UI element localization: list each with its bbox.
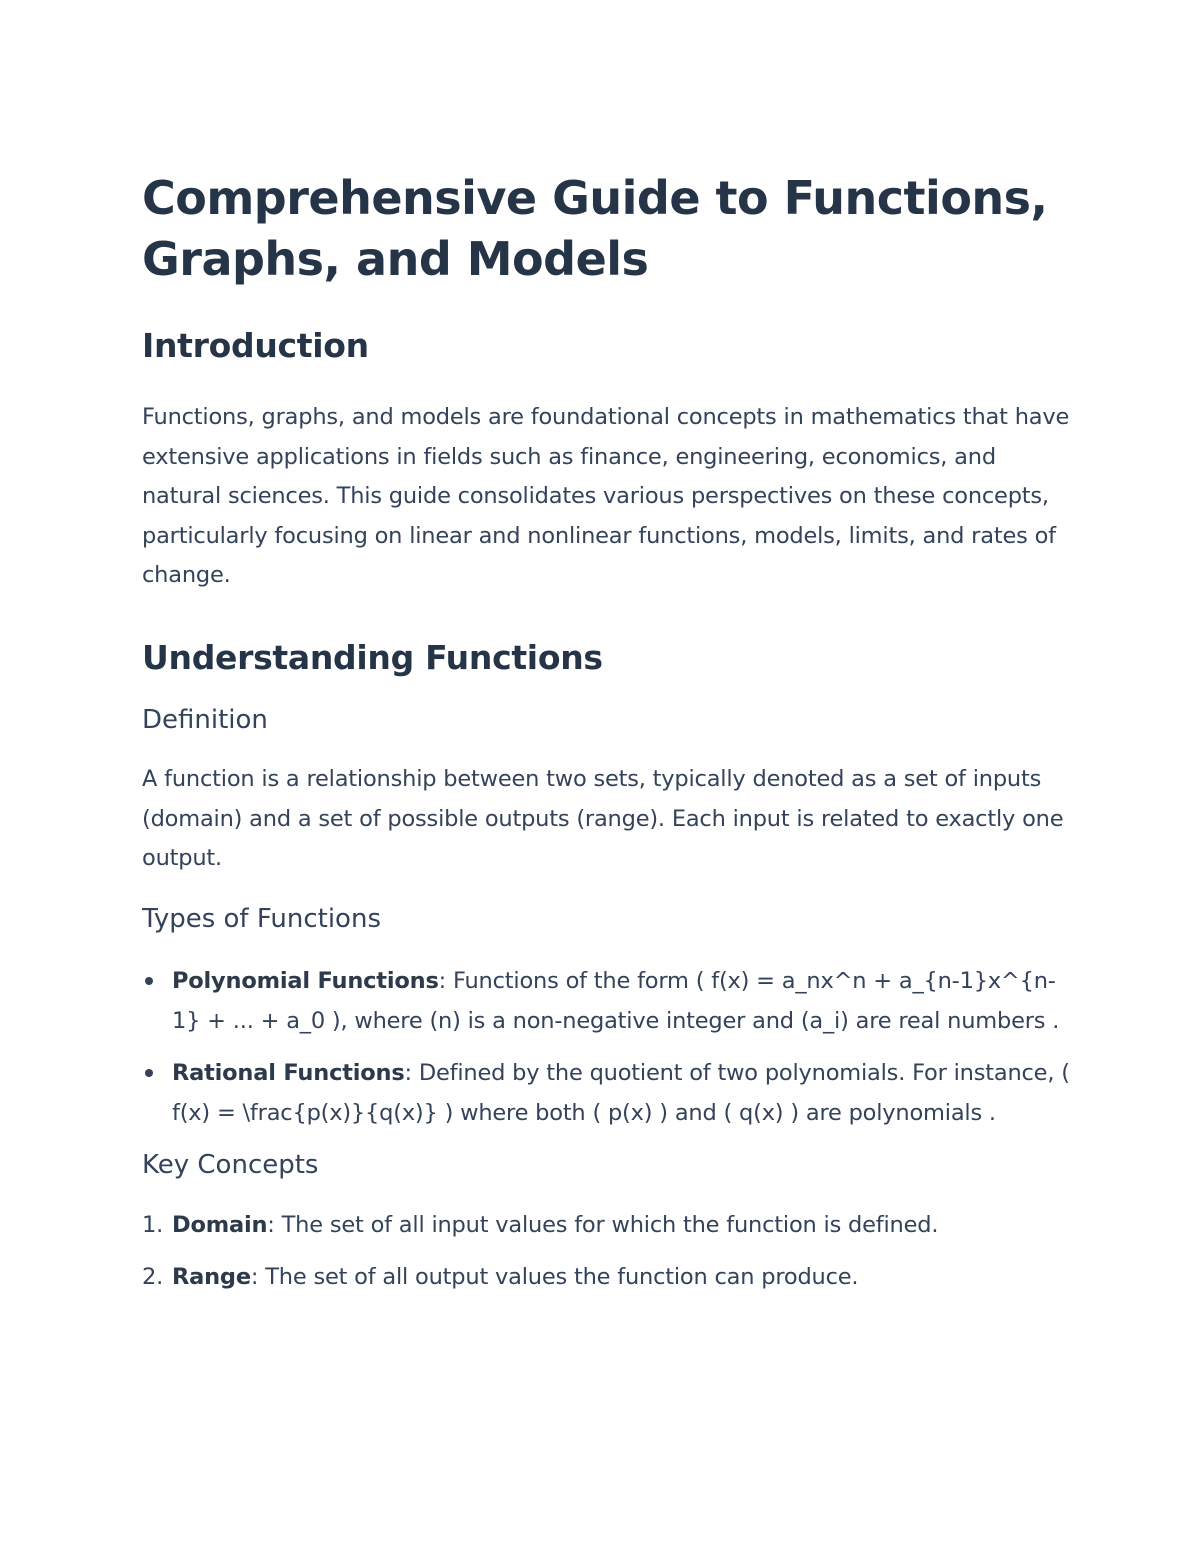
list-item-text: : Functions of the form ( f(x) = a_nx^n + a_{n-1}x^{n-1} + ... + a_0 ), where (n) is a non-negative integer and (a_i) are real numbers .	[172, 967, 1060, 1034]
bullet-icon	[145, 1069, 153, 1077]
list-item-text: : The set of all input values for which the function is defined.	[267, 1211, 939, 1238]
types-list	[142, 961, 1072, 1133]
list-item-text: : The set of all output values the function can produce.	[250, 1263, 859, 1290]
section-heading-understanding-functions: Understanding Functions	[142, 637, 603, 677]
document-title: Comprehensive Guide to Functions, Graphs, and Models	[142, 171, 1048, 286]
list-item-term: Polynomial Functions	[172, 967, 439, 994]
definition-paragraph: A function is a relationship between two sets, typically denoted as a set of inputs (domain) and a set of possible outputs (range). Each input is related to exactly one output.	[142, 765, 1064, 872]
subheading-definition: Definition	[142, 704, 268, 735]
list-item	[142, 961, 1072, 1041]
list-item-number: 2.	[142, 1263, 164, 1290]
list-item-term: Rational Functions	[172, 1059, 405, 1086]
list-item-term: Range	[172, 1263, 251, 1290]
document-page	[142, 168, 1072, 1309]
list-item	[142, 1205, 1072, 1245]
list-item	[142, 1257, 1072, 1297]
subheading-types-of-functions: Types of Functions	[142, 903, 381, 934]
list-item-term: Domain	[172, 1211, 268, 1238]
list-item-number: 1.	[142, 1211, 164, 1238]
section-heading-introduction: Introduction	[142, 326, 369, 365]
introduction-paragraph: Functions, graphs, and models are foundational concepts in mathematics that have extensive applications in fields such as finance, engineering, economics, and natural sciences. This guide consolidates various perspectives on these concepts, particularly focusing on linear and nonlinear functions, models, limits, and rates of change.	[142, 404, 1070, 589]
list-item-text: : Defined by the quotient of two polynomials. For instance, ( f(x) = \frac{p(x)}{q(x)} ) where both ( p(x) ) and ( q(x) ) are polynomials .	[172, 1059, 1070, 1126]
list-item	[142, 1053, 1072, 1133]
subheading-key-concepts: Key Concepts	[142, 1149, 319, 1180]
key-concepts-list	[142, 1205, 1072, 1297]
bullet-icon	[145, 977, 153, 985]
